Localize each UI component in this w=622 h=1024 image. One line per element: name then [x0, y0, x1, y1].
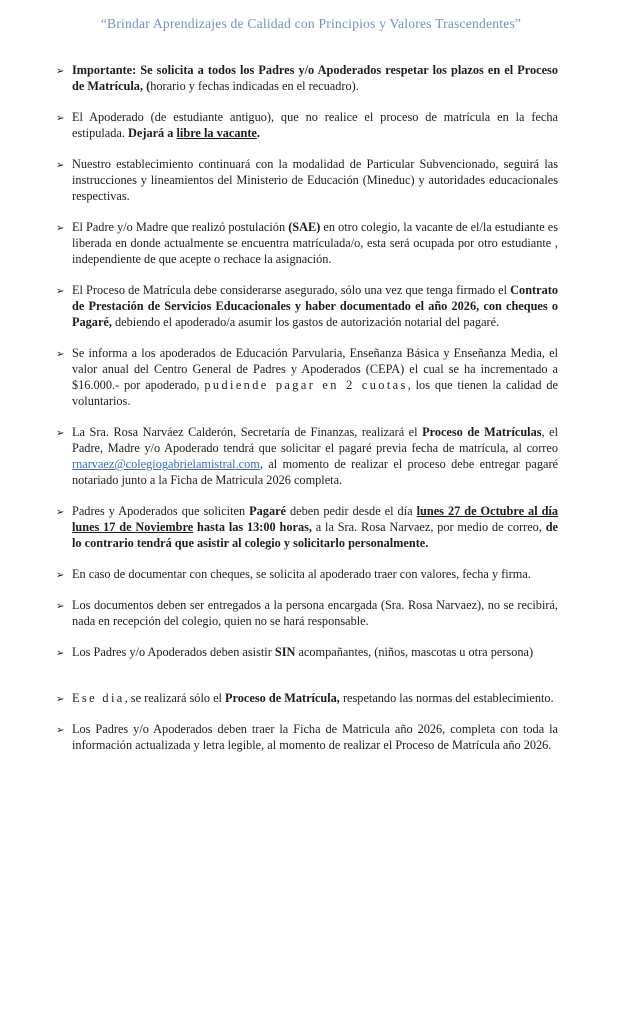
text-run: , se realizará sólo el [124, 691, 226, 705]
text-run: SIN [274, 645, 296, 659]
text-run: Ese dia [72, 691, 125, 705]
text-run: Importante: Se solicita a todos los Padres y/o Apoderados respetar los plazos en el Proceso de Matrícula, ( [72, 63, 558, 93]
text-run: El Padre y/o Madre que realizó postulación [72, 220, 289, 234]
text-run: Padres y Apoderados que soliciten [72, 504, 250, 518]
page-title: “Brindar Aprendizajes de Calidad con Principios y Valores Trascendentes” [100, 16, 522, 31]
text-run: respetando las normas del establecimiento. [339, 691, 554, 705]
bullet-arrow-icon: ➢ [56, 647, 65, 659]
text-run: (SAE) [288, 220, 321, 234]
bullet-arrow-icon: ➢ [56, 65, 65, 77]
bullet-arrow-icon: ➢ [56, 348, 65, 360]
bullet-item [56, 282, 558, 330]
bullet-item [56, 109, 558, 141]
text-run: Se informa a los apoderados de Educación Parvularia, Enseñanza Básica y Enseñanza Media, el valor anual del Centro General de Padres y Apoderados (CEPA) el cual se ha incrementado a $16.000.- por apoderado, [72, 346, 558, 392]
bullet-item [56, 566, 558, 582]
text-run: Nuestro establecimiento continuará con la modalidad de Particular Subvencionado, seguirá las instrucciones y lineamientos del Ministerio de Educación (Mineduc) y autoridades educacionales respectivas. [72, 157, 558, 203]
text-run: Los Padres y/o Apoderados deben traer la Ficha de Matricula año 2026, completa con toda la información actualizada y letra legible, al momento de realizar el Proceso de Matrícula año 2026. [72, 722, 558, 752]
text-run: El Proceso de Matrícula debe considerarse asegurado, sólo una vez que tenga firmado el [72, 283, 511, 297]
bullet-item [56, 690, 558, 706]
bullet-arrow-icon: ➢ [56, 724, 65, 736]
bullet-arrow-icon: ➢ [56, 159, 65, 171]
bullet-item [56, 721, 558, 753]
text-run: En caso de documentar con cheques, se solicita al apoderado traer con valores, fecha y firma. [72, 567, 531, 581]
text-run: , los que tienen la calidad de voluntarios. [72, 378, 558, 408]
text-run: Los Padres y/o Apoderados deben asistir [72, 645, 275, 659]
bullet-arrow-icon: ➢ [56, 600, 65, 612]
text-run: Proceso de Matrícula, [225, 691, 340, 705]
bullet-arrow-icon: ➢ [56, 693, 65, 705]
bullet-item [56, 62, 558, 94]
text-run: en otro colegio, la vacante de el/la estudiante es liberada en donde actualmente se encuentra matrículada/o, esta será ocupada por otro estudiante , independiente de que acepte o rechace la asignación. [72, 220, 558, 266]
text-run: pudiende pagar en 2 cuotas [204, 378, 408, 392]
text-run: , el Padre, Madre y/o Apoderado tendrá que solicitar el pagaré previa fecha de matrícula, al correo [72, 425, 559, 455]
text-run: de lo contrario tendrá que asistir al colegio y solicitarlo personalmente. [72, 520, 558, 550]
text-run: horario y fechas indicadas en el recuadro). [150, 79, 359, 93]
bullet-item [56, 219, 558, 267]
bullet-item [56, 597, 558, 629]
bullet-arrow-icon: ➢ [56, 285, 65, 297]
text-run: debiendo el apoderado/a asumir los gastos de autorización notarial del pagaré. [111, 315, 500, 329]
bullet-arrow-icon: ➢ [56, 569, 65, 581]
bullet-arrow-icon: ➢ [56, 427, 65, 439]
text-run: . [256, 126, 260, 140]
bullet-item [56, 424, 558, 488]
text-run: lunes 27 de Octubre al día lunes 17 de Noviembre [72, 504, 559, 534]
bullet-item [56, 156, 558, 204]
text-run: Pagaré [249, 504, 287, 518]
text-run: Proceso de Matrículas [422, 425, 542, 439]
text-run: La Sra. Rosa Narváez Calderón, Secretaría de Finanzas, realizará el [72, 425, 423, 439]
text-run: El Apoderado (de estudiante antiguo), que no realice el proceso de matrícula en la fecha estipulada. [72, 110, 558, 140]
text-run: Dejará a [128, 126, 177, 140]
text-run: acompañantes, (niños, mascotas u otra persona) [295, 645, 534, 659]
text-run: a la Sra. Rosa Narvaez, por medio de correo, [311, 520, 546, 534]
bullet-item [56, 345, 558, 409]
text-run: Contrato de Prestación de Servicios Educacionales y haber documentado el año 2026, con cheques o Pagaré, [72, 283, 558, 329]
bullet-arrow-icon: ➢ [56, 112, 65, 124]
text-run: deben pedir desde el día [286, 504, 417, 518]
text-run: Los documentos deben ser entregados a la persona encargada (Sra. Rosa Narvaez), no se recibirá, nada en recepción del colegio, quien no se hará responsable. [72, 598, 558, 628]
text-run: hasta las 13:00 horas, [197, 520, 312, 534]
text-run: , al momento de realizar el proceso debe entregar pagaré notariado junto a la Ficha de Matricula 2026 completa. [72, 457, 558, 487]
text-run: libre la vacante [176, 126, 257, 140]
bullet-list [56, 62, 558, 753]
bullet-arrow-icon: ➢ [56, 506, 65, 518]
bullet-item [56, 644, 558, 660]
email-link[interactable]: rnarvaez@colegiogabrielamistral.com [72, 457, 260, 471]
bullet-arrow-icon: ➢ [56, 222, 65, 234]
bullet-item [56, 503, 558, 551]
